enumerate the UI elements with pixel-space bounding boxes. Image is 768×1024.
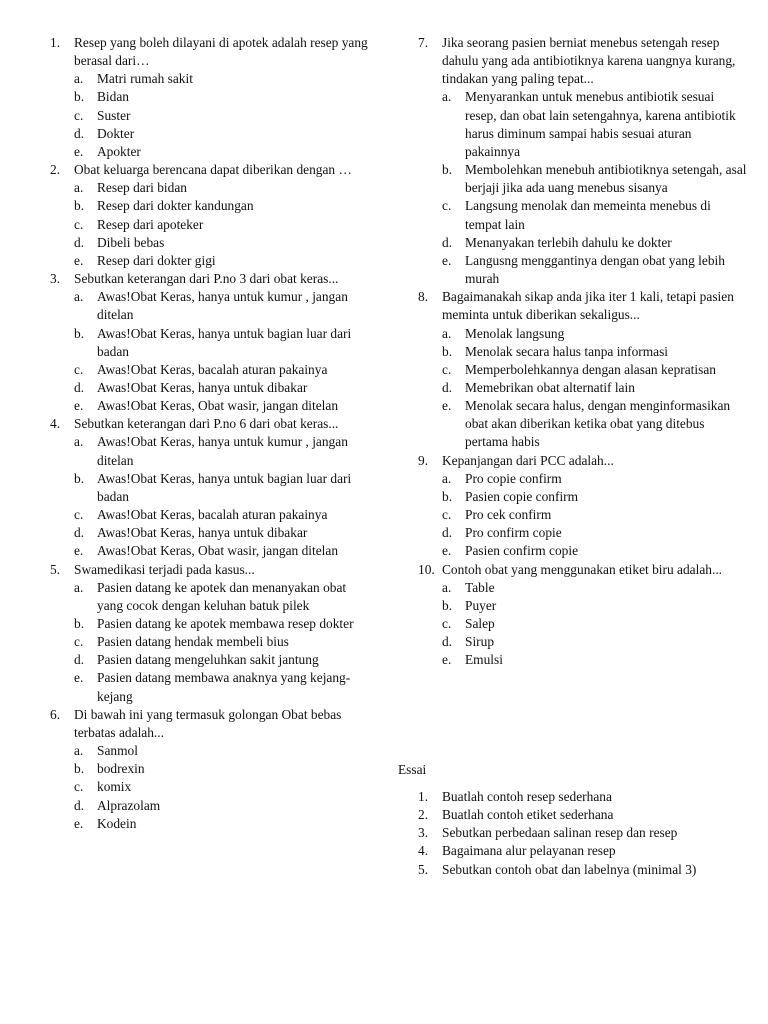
question-number: 6. [50,706,61,722]
option-text: Awas!Obat Keras, bacalah aturan pakainya [97,507,328,523]
option-text: Sirup [465,634,495,650]
question-9 [418,452,748,561]
question-text: Obat keluarga berencana dapat diberikan dengan … [74,162,352,178]
question-stem [50,161,375,179]
option-d [74,524,375,542]
essay-text: Sebutkan perbedaan salinan resep dan resep [442,825,678,841]
option-text: Menanyakan terlebih dahulu ke dokter [465,234,672,250]
question-stem [418,561,748,579]
essay-item-1 [418,788,748,806]
essay-item-2 [418,806,748,824]
option-text: komix [97,779,132,795]
option-letter: e. [74,398,84,414]
question-7 [418,34,748,288]
option-e [74,143,375,161]
question-3 [50,270,375,415]
option-letter: a. [442,470,452,486]
option-letter: e. [442,252,452,268]
option-text: Pro confirm copie [465,525,562,541]
option-e [442,397,748,451]
option-letter: d. [74,797,85,813]
option-letter: d. [442,634,453,650]
option-b [442,488,748,506]
option-letter: c. [442,198,452,214]
option-letter: d. [74,234,85,250]
option-e [442,542,748,560]
essay-list [418,788,748,879]
option-text: Resep dari apoteker [97,216,204,232]
question-5 [50,561,375,706]
question-text: Resep yang boleh dilayani di apotek adalah resep yang berasal dari… [74,35,368,69]
option-text: Memperbolehkannya dengan alasan kepratisan [465,361,716,377]
essay-item-3 [418,824,748,842]
option-letter: d. [442,525,453,541]
essay-item-4 [418,842,748,860]
question-1 [50,34,375,161]
option-text: Pasien copie confirm [465,488,579,504]
essay-number: 3. [418,825,429,841]
question-10 [418,561,748,670]
option-a [442,325,748,343]
question-4 [50,415,375,560]
option-letter: e. [442,398,452,414]
option-e [74,815,375,833]
option-e [442,252,748,288]
option-letter: b. [74,325,85,341]
option-c [74,216,375,234]
option-letter: b. [74,89,85,105]
option-letter: a. [74,180,84,196]
question-text: Jika seorang pasien berniat menebus setengah resep dahulu yang ada antibiotiknya karena uangnya kurang, tindakan yang paling tepat... [442,35,736,87]
question-number: 8. [418,289,429,305]
question-stem [50,706,375,742]
option-list [442,579,748,670]
option-e [74,252,375,270]
option-letter: d. [74,125,85,141]
option-text: Sanmol [97,743,138,759]
option-text: Membolehkan menebuh antibiotiknya setengah, asal berjaji jika ada uang menebus sisanya [465,162,747,196]
question-stem [50,561,375,579]
question-number: 9. [418,452,429,468]
essay-number: 1. [418,789,429,804]
option-letter: a. [74,71,84,87]
option-letter: b. [442,597,453,613]
option-e [442,651,748,669]
option-text: Menolak langsung [465,325,565,341]
option-e [74,669,375,705]
option-b [74,325,375,361]
question-number: 10. [418,561,435,577]
option-list [442,325,748,452]
option-letter: b. [74,198,85,214]
option-c [442,506,748,524]
option-a [74,70,375,88]
option-c [442,615,748,633]
option-text: Pasien datang mengeluhkan sakit jantung [97,652,319,668]
option-letter: b. [442,488,453,504]
option-list [74,742,375,833]
option-text: Apokter [97,143,141,159]
option-text: Langusng menggantinya dengan obat yang lebih murah [465,252,725,287]
option-list [74,433,375,560]
option-a [74,179,375,197]
option-text: Resep dari dokter gigi [97,252,216,268]
question-8 [418,288,748,451]
question-number: 3. [50,271,61,287]
essay-text: Buatlah contoh resep sederhana [442,789,612,804]
option-a [74,288,375,324]
option-letter: c. [74,216,84,232]
question-text: Sebutkan keterangan dari P.no 3 dari obat keras... [74,271,339,287]
option-letter: c. [442,507,452,523]
option-letter: c. [74,361,84,377]
question-6 [50,706,375,833]
essay-text: Sebutkan contoh obat dan labelnya (minimal 3) [442,861,697,877]
question-text: Contoh obat yang menggunakan etiket biru adalah... [442,561,723,577]
option-text: Langsung menolak dan memeinta menebus di tempat lain [465,198,711,232]
option-d [74,234,375,252]
option-text: Matri rumah sakit [97,71,193,87]
question-stem [418,452,748,470]
option-d [442,633,748,651]
option-d [74,125,375,143]
option-text: Memebrikan obat alternatif lain [465,379,635,395]
option-text: Resep dari bidan [97,180,187,196]
option-list [442,470,748,561]
option-text: Awas!Obat Keras, hanya untuk bagian luar dari badan [97,325,352,359]
option-text: Awas!Obat Keras, bacalah aturan pakainya [97,361,328,377]
option-letter: c. [74,107,84,123]
option-letter: d. [74,652,85,668]
option-text: bodrexin [97,761,145,777]
question-text: Swamedikasi terjadi pada kasus... [74,561,255,577]
option-d [74,797,375,815]
question-number: 2. [50,162,61,178]
essay-number: 5. [418,861,429,877]
right-column [418,34,748,669]
option-b [74,615,375,633]
option-text: Awas!Obat Keras, hanya untuk kumur , jangan ditelan [97,434,348,468]
option-c [442,197,748,233]
option-text: Pasien confirm copie [465,543,579,559]
option-a [74,742,375,760]
option-text: Awas!Obat Keras, Obat wasir, jangan ditelan [97,543,339,559]
option-text: Pasien datang hendak membeli bius [97,634,289,650]
option-letter: c. [442,361,452,377]
option-text: Pasien datang membawa anaknya yang kejang-kejang [97,670,351,704]
option-b [74,197,375,215]
question-stem [418,288,748,324]
question-number: 4. [50,416,61,432]
option-letter: c. [74,507,84,523]
question-stem [50,34,375,70]
option-letter: b. [74,616,85,631]
option-letter: e. [74,543,84,559]
question-text: Bagaimanakah sikap anda jika iter 1 kali, tetapi pasien meminta untuk diberikan sekaligus... [442,289,734,323]
question-number: 5. [50,561,61,577]
question-stem [418,34,748,88]
option-d [74,651,375,669]
option-text: Resep dari dokter kandungan [97,198,254,214]
option-text: Awas!Obat Keras, Obat wasir, jangan ditelan [97,398,339,414]
essay-item-5 [418,861,748,879]
option-text: Emulsi [465,652,503,668]
option-c [74,633,375,651]
option-text: Table [465,579,495,595]
option-text: Pasien datang ke apotek dan menanyakan obat yang cocok dengan keluhan batuk pilek [97,579,347,613]
option-letter: a. [74,743,84,759]
option-letter: c. [74,634,84,650]
option-letter: a. [442,89,452,105]
question-text: Sebutkan keterangan dari P.no 6 dari obat keras... [74,416,339,432]
option-c [74,506,375,524]
option-text: Menyarankan untuk menebus antibiotik sesuai resep, dan obat lain setengahnya, karena antibiotik harus diminum sampai habis sesuai aturan pakainnya [465,89,736,159]
option-letter: b. [442,162,453,178]
option-c [74,778,375,796]
option-letter: a. [74,579,84,595]
option-text: Awas!Obat Keras, hanya untuk dibakar [97,525,308,541]
option-letter: e. [74,670,84,686]
option-a [74,579,375,615]
option-b [442,343,748,361]
option-b [74,88,375,106]
option-letter: b. [74,761,85,777]
option-a [442,470,748,488]
question-text: Di bawah ini yang termasuk golongan Obat bebas terbatas adalah... [74,706,342,740]
option-letter: e. [74,252,84,268]
question-stem [50,270,375,288]
option-letter: e. [442,652,452,668]
option-letter: c. [74,779,84,795]
question-stem [50,415,375,433]
essay-section-title: Essai [398,762,427,777]
essay-number: 2. [418,807,429,823]
option-list [74,579,375,706]
question-2 [50,161,375,270]
essay-text: Buatlah contoh etiket sederhana [442,807,614,823]
option-text: Alprazolam [97,797,161,813]
option-e [74,397,375,415]
option-c [74,361,375,379]
option-text: Awas!Obat Keras, hanya untuk kumur , jangan ditelan [97,289,348,323]
option-letter: e. [74,143,84,159]
option-b [74,470,375,506]
option-b [74,760,375,778]
option-a [442,579,748,597]
option-text: Menolak secara halus, dengan menginformasikan obat akan diberikan ketika obat yang ditebus pertama habis [465,398,731,450]
option-c [442,361,748,379]
option-text: Suster [97,107,131,123]
option-b [442,161,748,197]
option-list [442,88,748,288]
option-d [442,234,748,252]
option-list [74,179,375,270]
option-d [442,524,748,542]
option-letter: b. [442,343,453,359]
option-text: Pasien datang ke apotek membawa resep dokter [97,616,354,631]
option-letter: a. [74,434,84,450]
option-letter: b. [74,470,85,486]
option-letter: c. [442,616,452,631]
option-b [442,597,748,615]
option-text: Bidan [97,89,129,105]
option-letter: e. [442,543,452,559]
option-e [74,542,375,560]
option-a [74,433,375,469]
option-letter: d. [74,525,85,541]
option-text: Pro copie confirm [465,470,562,486]
option-d [442,379,748,397]
left-column [50,34,375,833]
option-letter: a. [442,325,452,341]
option-letter: e. [74,815,84,831]
option-text: Awas!Obat Keras, hanya untuk bagian luar dari badan [97,470,352,504]
option-letter: d. [442,379,453,395]
essay-text: Bagaimana alur pelayanan resep [442,843,616,859]
option-text: Dibeli bebas [97,234,165,250]
option-c [74,107,375,125]
option-a [442,88,748,161]
question-number: 7. [418,35,429,50]
question-text: Kepanjangan dari PCC adalah... [442,452,614,468]
option-text: Menolak secara halus tanpa informasi [465,343,669,359]
option-text: Kodein [97,815,137,831]
option-d [74,379,375,397]
option-text: Dokter [97,125,135,141]
option-text: Salep [465,616,495,631]
option-letter: a. [442,579,452,595]
question-number: 1. [50,35,61,50]
option-text: Awas!Obat Keras, hanya untuk dibakar [97,379,308,395]
essay-number: 4. [418,843,429,859]
option-letter: a. [74,289,84,305]
option-letter: d. [74,379,85,395]
option-text: Puyer [465,597,497,613]
option-letter: d. [442,234,453,250]
option-list [74,288,375,415]
option-list [74,70,375,161]
option-text: Pro cek confirm [465,507,552,523]
